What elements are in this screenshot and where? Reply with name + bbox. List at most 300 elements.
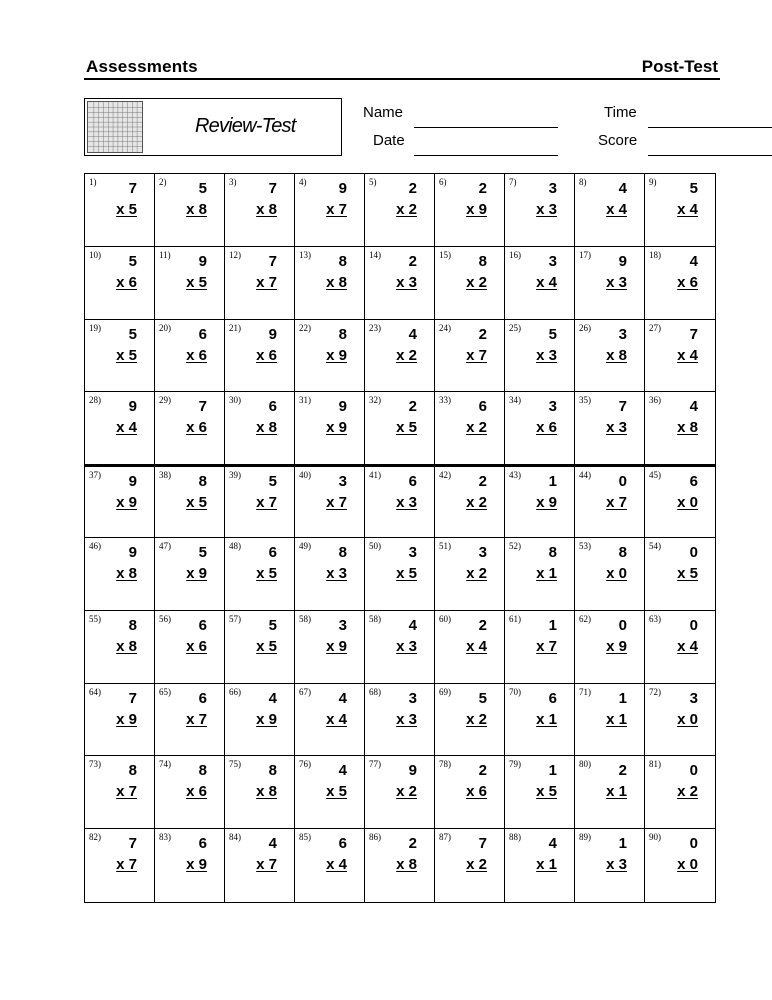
multiplier: x 4 (677, 346, 698, 364)
multiplier: x 0 (677, 856, 698, 874)
problem-cell (575, 174, 645, 247)
multiplicand: 8 (128, 616, 137, 634)
problem-number: 64) (89, 686, 101, 697)
multiplier: x 2 (466, 856, 487, 874)
multiplicand: 3 (689, 689, 698, 707)
problem-cell (365, 247, 435, 320)
multiplicand: 0 (618, 616, 627, 634)
multiplicand: 9 (128, 544, 137, 561)
worksheet-title: Review-Test (195, 115, 296, 137)
problem-number: 8) (579, 177, 587, 187)
problem-number: 78) (439, 759, 451, 770)
multiplier: x 6 (466, 783, 487, 801)
problem-number: 13) (299, 249, 311, 260)
multiplier: x 8 (116, 565, 137, 582)
problem-number: 30) (229, 395, 241, 406)
multiplier: x 9 (326, 346, 347, 364)
multiplicand: 8 (478, 252, 487, 270)
problem-cell (435, 392, 505, 465)
problem-cell (295, 174, 365, 247)
problem-number: 80) (579, 759, 591, 770)
problem-cell (435, 538, 505, 611)
multiplier: x 7 (466, 346, 487, 364)
problem-number: 88) (509, 832, 521, 843)
multiplier: x 2 (466, 273, 487, 291)
multiplicand: 7 (618, 398, 627, 416)
problem-number: 55) (89, 613, 101, 624)
problem-number: 47) (159, 541, 171, 551)
multiplier: x 4 (326, 856, 347, 874)
multiplicand: 4 (338, 762, 347, 780)
multiplier: x 8 (326, 273, 347, 291)
multiplicand: 5 (268, 616, 277, 634)
problem-cell (645, 247, 715, 320)
multiplicand: 6 (689, 473, 698, 491)
problem-number: 49) (299, 541, 311, 551)
multiplier: x 2 (466, 419, 487, 437)
multiplier: x 6 (536, 419, 557, 437)
multiplier: x 4 (326, 710, 347, 728)
multiplicand: 8 (618, 544, 627, 561)
multiplicand: 9 (618, 252, 627, 270)
problem-number: 79) (509, 759, 521, 770)
problem-number: 46) (89, 541, 101, 551)
multiplicand: 8 (338, 544, 347, 561)
multiplicand: 3 (548, 398, 557, 416)
problem-number: 17) (579, 249, 591, 260)
date-line[interactable] (414, 155, 558, 156)
multiplicand: 6 (268, 544, 277, 561)
problem-cell (295, 392, 365, 465)
problem-cell (295, 538, 365, 611)
problem-cell (85, 247, 155, 320)
problem-cell (645, 684, 715, 757)
problem-number: 56) (159, 613, 171, 624)
multiplier: x 8 (256, 201, 277, 218)
problem-cell (575, 392, 645, 465)
multiplier: x 3 (536, 201, 557, 218)
problem-cell (575, 247, 645, 320)
problem-number: 31) (299, 395, 311, 406)
problem-cell (435, 611, 505, 684)
multiplicand: 0 (689, 835, 698, 853)
problem-cell (435, 465, 505, 538)
problem-cell (575, 538, 645, 611)
problem-cell (645, 538, 715, 611)
problem-cell (575, 829, 645, 902)
multiplicand: 6 (268, 398, 277, 416)
problem-cell (505, 538, 575, 611)
problem-cell (575, 684, 645, 757)
problem-number: 27) (649, 322, 661, 333)
multiplier: x 6 (186, 783, 207, 801)
problem-cell (645, 756, 715, 829)
problem-cell (505, 174, 575, 247)
multiplier: x 5 (677, 565, 698, 582)
problem-cell (505, 611, 575, 684)
multiplicand: 4 (268, 689, 277, 707)
problem-number: 67) (299, 686, 311, 697)
name-line[interactable] (414, 127, 558, 128)
problem-cell (155, 247, 225, 320)
problem-number: 65) (159, 686, 171, 697)
multiplier: x 7 (186, 710, 207, 728)
multiplicand: 8 (198, 473, 207, 491)
problem-cell (365, 320, 435, 393)
problem-number: 53) (579, 541, 591, 551)
multiplier: x 6 (186, 637, 207, 655)
header-left-title: Assessments (86, 57, 198, 76)
problem-number: 19) (89, 322, 101, 333)
multiplicand: 9 (128, 398, 137, 416)
multiplier: x 5 (186, 494, 207, 512)
multiplicand: 5 (689, 180, 698, 197)
problem-cell (365, 829, 435, 902)
problem-number: 48) (229, 541, 241, 551)
problem-number: 18) (649, 249, 661, 260)
multiplicand: 3 (548, 180, 557, 197)
problem-number: 37) (89, 470, 101, 481)
problem-cell (645, 392, 715, 465)
problem-number: 85) (299, 832, 311, 843)
problem-cell (225, 684, 295, 757)
problem-number: 82) (89, 832, 101, 843)
multiplicand: 6 (408, 473, 417, 491)
problem-number: 24) (439, 322, 451, 333)
problem-cell (435, 247, 505, 320)
problem-cell (505, 247, 575, 320)
problem-number: 2) (159, 177, 167, 187)
multiplier: x 9 (326, 637, 347, 655)
problem-number: 63) (649, 613, 661, 624)
problem-cell (85, 320, 155, 393)
multiplier: x 2 (466, 494, 487, 512)
problem-cell (155, 538, 225, 611)
problem-number: 6) (439, 177, 447, 187)
multiplier: x 8 (256, 783, 277, 801)
problem-number: 12) (229, 249, 241, 260)
time-line[interactable] (648, 127, 772, 128)
multiplicand: 4 (618, 180, 627, 197)
multiplier: x 7 (116, 783, 137, 801)
multiplicand: 7 (689, 325, 698, 343)
multiplicand: 0 (689, 544, 698, 561)
problem-number: 62) (579, 613, 591, 624)
multiplicand: 2 (408, 835, 417, 853)
problem-cell (365, 684, 435, 757)
problem-cell (645, 611, 715, 684)
multiplier: x 4 (116, 419, 137, 437)
problem-number: 20) (159, 322, 171, 333)
problem-number: 54) (649, 541, 661, 551)
problem-number: 45) (649, 470, 661, 481)
problem-number: 44) (579, 470, 591, 481)
multiplicand: 2 (478, 325, 487, 343)
problem-number: 86) (369, 832, 381, 843)
multiplicand: 0 (689, 762, 698, 780)
problem-number: 40) (299, 470, 311, 481)
multiplier: x 8 (186, 201, 207, 218)
problem-number: 35) (579, 395, 591, 406)
multiplier: x 4 (536, 273, 557, 291)
problem-cell (225, 320, 295, 393)
multiplicand: 2 (478, 616, 487, 634)
problem-number: 23) (369, 322, 381, 333)
multiplier: x 9 (116, 710, 137, 728)
problem-cell (505, 684, 575, 757)
multiplier: x 9 (116, 494, 137, 512)
multiplier: x 8 (677, 419, 698, 437)
multiplicand: 1 (548, 473, 557, 491)
multiplicand: 8 (338, 325, 347, 343)
problem-cell (505, 465, 575, 538)
date-label: Date (373, 132, 405, 149)
multiplicand: 7 (198, 398, 207, 416)
problem-cell (225, 756, 295, 829)
multiplicand: 4 (268, 835, 277, 853)
problem-number: 57) (229, 613, 241, 624)
multiplicand: 2 (408, 180, 417, 197)
multiplier: x 5 (536, 783, 557, 801)
problem-cell (155, 684, 225, 757)
problem-cell (155, 174, 225, 247)
problem-cell (645, 829, 715, 902)
multiplicand: 2 (478, 180, 487, 197)
multiplicand: 8 (268, 762, 277, 780)
multiplier: x 7 (326, 201, 347, 218)
problem-cell (435, 684, 505, 757)
problem-cell (505, 320, 575, 393)
multiplier: x 4 (677, 637, 698, 655)
multiplier: x 3 (326, 565, 347, 582)
problem-cell (85, 756, 155, 829)
problem-cell (295, 829, 365, 902)
problem-cell (365, 756, 435, 829)
problem-number: 90) (649, 832, 661, 843)
multiplier: x 8 (396, 856, 417, 874)
multiplicand: 4 (548, 835, 557, 853)
multiplier: x 2 (677, 783, 698, 801)
multiplier: x 5 (116, 346, 137, 364)
multiplier: x 6 (186, 419, 207, 437)
problem-number: 5) (369, 177, 377, 187)
problem-cell (155, 829, 225, 902)
multiplicand: 8 (128, 762, 137, 780)
multiplicand: 6 (198, 689, 207, 707)
multiplier: x 2 (396, 346, 417, 364)
problem-number: 7) (509, 177, 517, 187)
problem-cell (85, 465, 155, 538)
problem-cell (155, 756, 225, 829)
multiplier: x 7 (256, 273, 277, 291)
multiplicand: 1 (618, 835, 627, 853)
multiplicand: 3 (478, 544, 487, 561)
multiplicand: 7 (128, 180, 137, 197)
problem-cell (85, 392, 155, 465)
multiplicand: 8 (548, 544, 557, 561)
multiplier: x 9 (606, 637, 627, 655)
problem-cell (225, 174, 295, 247)
multiplier: x 9 (186, 856, 207, 874)
multiplicand: 3 (338, 616, 347, 634)
multiplicand: 7 (268, 252, 277, 270)
multiplicand: 4 (689, 398, 698, 416)
multiplicand: 5 (548, 325, 557, 343)
problem-cell (645, 465, 715, 538)
score-label: Score (598, 132, 638, 149)
problem-number: 71) (579, 686, 591, 697)
problem-cell (435, 756, 505, 829)
problem-cell (225, 465, 295, 538)
multiplicand: 3 (408, 544, 417, 561)
problem-number: 58) (369, 613, 381, 624)
problem-number: 68) (369, 686, 381, 697)
multiplicand: 1 (548, 762, 557, 780)
problem-cell (365, 174, 435, 247)
worksheet-thumbnail-icon (87, 101, 143, 153)
problem-number: 25) (509, 322, 521, 333)
problem-cell (225, 247, 295, 320)
multiplicand: 5 (198, 544, 207, 561)
problem-cell (295, 756, 365, 829)
problem-cell (85, 684, 155, 757)
problem-number: 39) (229, 470, 241, 481)
problem-number: 60) (439, 613, 451, 624)
multiplicand: 3 (618, 325, 627, 343)
multiplicand: 7 (128, 689, 137, 707)
problem-number: 36) (649, 395, 661, 406)
problem-cell (365, 611, 435, 684)
multiplier: x 7 (256, 494, 277, 512)
problem-cell (85, 829, 155, 902)
problem-number: 58) (299, 613, 311, 624)
problem-cell (645, 320, 715, 393)
problem-number: 43) (509, 470, 521, 481)
multiplicand: 9 (338, 180, 347, 197)
multiplier: x 7 (326, 494, 347, 512)
multiplier: x 5 (186, 273, 207, 291)
multiplicand: 0 (689, 616, 698, 634)
multiplicand: 3 (338, 473, 347, 491)
multiplier: x 1 (536, 856, 557, 874)
multiplier: x 5 (396, 419, 417, 437)
multiplier: x 6 (677, 273, 698, 291)
multiplier: x 8 (256, 419, 277, 437)
problem-number: 15) (439, 249, 451, 260)
multiplicand: 4 (408, 325, 417, 343)
multiplier: x 6 (186, 346, 207, 364)
multiplier: x 2 (396, 783, 417, 801)
multiplier: x 7 (116, 856, 137, 874)
multiplier: x 3 (606, 419, 627, 437)
multiplicand: 3 (548, 252, 557, 270)
problem-number: 74) (159, 759, 171, 770)
multiplier: x 3 (396, 494, 417, 512)
multiplier: x 1 (606, 783, 627, 801)
problem-number: 3) (229, 177, 237, 187)
multiplicand: 4 (689, 252, 698, 270)
multiplier: x 3 (536, 346, 557, 364)
problem-number: 76) (299, 759, 311, 770)
problem-number: 81) (649, 759, 661, 770)
multiplier: x 4 (466, 637, 487, 655)
problem-number: 33) (439, 395, 451, 406)
multiplicand: 9 (198, 252, 207, 270)
multiplier: x 5 (116, 201, 137, 218)
problem-cell (295, 465, 365, 538)
name-label: Name (363, 104, 404, 121)
multiplicand: 6 (198, 616, 207, 634)
problem-number: 21) (229, 322, 241, 333)
problem-number: 83) (159, 832, 171, 843)
multiplicand: 6 (198, 835, 207, 853)
multiplier: x 1 (536, 710, 557, 728)
problem-cell (295, 684, 365, 757)
problem-cell (155, 465, 225, 538)
multiplicand: 7 (478, 835, 487, 853)
problem-number: 70) (509, 686, 521, 697)
multiplier: x 4 (677, 201, 698, 218)
multiplier: x 3 (396, 637, 417, 655)
problem-cell (155, 392, 225, 465)
problem-number: 34) (509, 395, 521, 406)
multiplier: x 7 (606, 494, 627, 512)
problem-number: 11) (159, 249, 171, 260)
problem-number: 84) (229, 832, 241, 843)
multiplicand: 3 (408, 689, 417, 707)
multiplicand: 9 (408, 762, 417, 780)
multiplicand: 7 (128, 835, 137, 853)
problem-cell (295, 611, 365, 684)
problem-cell (155, 320, 225, 393)
problem-cell (225, 392, 295, 465)
problem-number: 52) (509, 541, 521, 551)
multiplicand: 5 (128, 252, 137, 270)
multiplicand: 4 (338, 689, 347, 707)
problem-cell (85, 538, 155, 611)
multiplicand: 0 (618, 473, 627, 491)
multiplicand: 5 (198, 180, 207, 197)
problem-cell (225, 611, 295, 684)
problem-cell (85, 174, 155, 247)
problem-number: 41) (369, 470, 381, 481)
problem-number: 69) (439, 686, 451, 697)
multiplier: x 8 (606, 346, 627, 364)
multiplier: x 7 (536, 637, 557, 655)
problem-number: 77) (369, 759, 381, 770)
multiplier: x 6 (256, 346, 277, 364)
multiplier: x 1 (536, 565, 557, 582)
multiplier: x 5 (256, 637, 277, 655)
multiplier: x 0 (606, 565, 627, 582)
problem-cell (575, 756, 645, 829)
problem-number: 14) (369, 249, 381, 260)
multiplicand: 5 (478, 689, 487, 707)
problem-number: 22) (299, 322, 311, 333)
problem-cell (575, 611, 645, 684)
problem-cell (435, 174, 505, 247)
problem-grid (84, 173, 716, 903)
problem-number: 1) (89, 177, 97, 187)
multiplier: x 2 (466, 710, 487, 728)
problem-cell (225, 538, 295, 611)
problem-cell (645, 174, 715, 247)
problem-cell (295, 247, 365, 320)
score-line[interactable] (648, 155, 772, 156)
multiplier: x 5 (396, 565, 417, 582)
problem-number: 26) (579, 322, 591, 333)
multiplicand: 5 (268, 473, 277, 491)
